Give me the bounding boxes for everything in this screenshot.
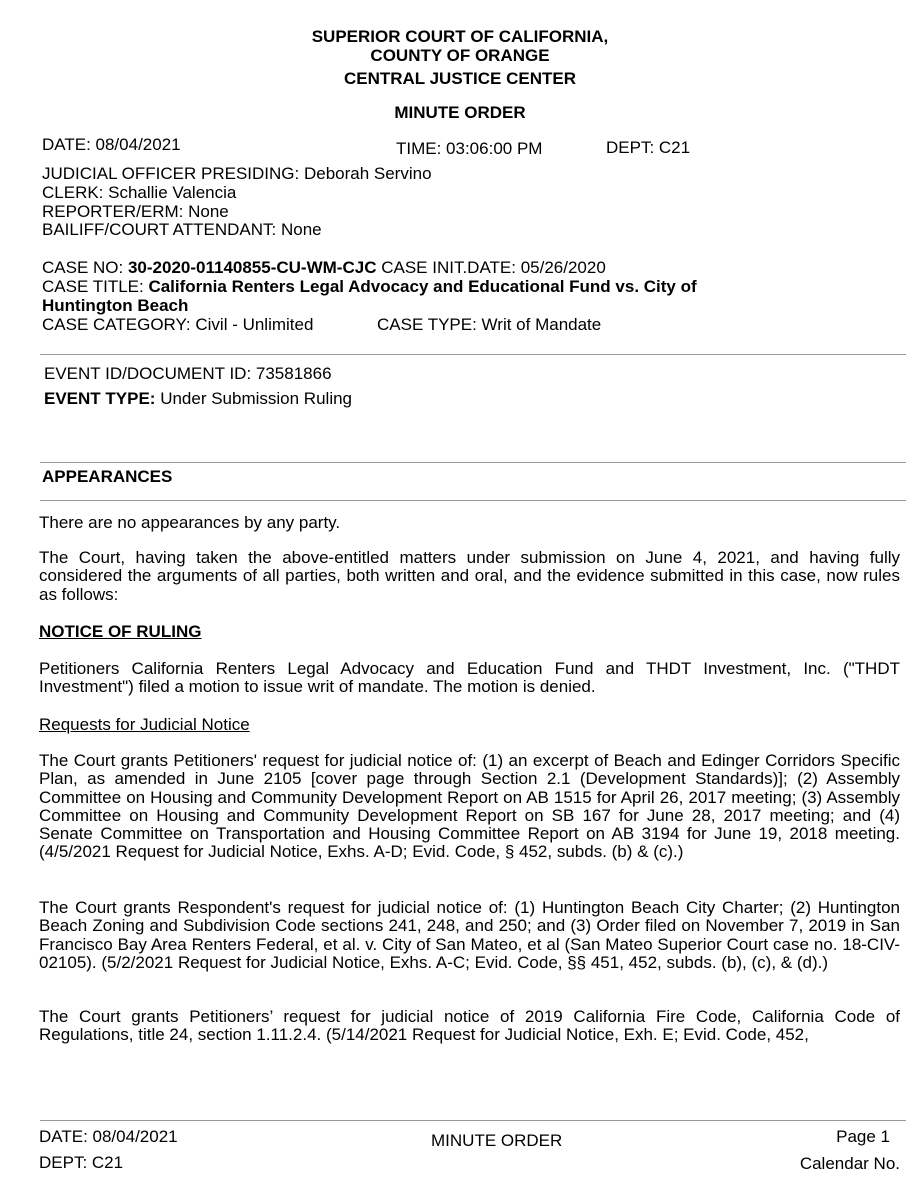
order-dept: DEPT: C21 (606, 138, 691, 157)
footer-date: DATE: 08/04/2021 (39, 1127, 178, 1146)
case-type: CASE TYPE: Writ of Mandate (377, 315, 602, 334)
intro-paragraph: The Court, having taken the above-entitled matters under submission on June 4, 2021, and having fully considered the arguments of all parties, both written and oral, and the evidence submitted in this case, now rules as follows: (39, 548, 900, 604)
document-title: MINUTE ORDER (394, 103, 526, 122)
case-title-line (42, 277, 697, 296)
event-type-label: EVENT TYPE: (44, 389, 156, 408)
clerk: CLERK: Schallie Valencia (42, 183, 237, 202)
justice-center: CENTRAL JUSTICE CENTER (343, 69, 577, 88)
appearances-heading: APPEARANCES (42, 467, 173, 486)
notice-heading: NOTICE OF RULING (39, 622, 202, 641)
divider (40, 462, 906, 463)
order-date: DATE: 08/04/2021 (42, 135, 181, 154)
footer-dept: DEPT: C21 (39, 1153, 124, 1172)
event-type-line (44, 389, 352, 408)
case-title-label: CASE TITLE: (42, 277, 149, 296)
case-title: California Renters Legal Advocacy and Educational Fund vs. City of (148, 277, 697, 296)
case-category: CASE CATEGORY: Civil - Unlimited (42, 315, 314, 334)
rjn-heading: Requests for Judicial Notice (39, 715, 250, 734)
case-title-cont: Huntington Beach (42, 296, 189, 315)
order-time: TIME: 03:06:00 PM (396, 139, 543, 158)
case-init-date: CASE INIT.DATE: 05/26/2020 (376, 258, 606, 277)
case-number-line (42, 258, 606, 277)
petition-paragraph: Petitioners California Renters Legal Advocacy and Education Fund and THDT Investment, Inc. ("THDT Investment") filed a motion to issue writ of mandate. The motion is denied. (39, 659, 900, 697)
divider (40, 354, 906, 355)
court-name: SUPERIOR COURT OF CALIFORNIA, (311, 27, 609, 46)
judicial-officer: JUDICIAL OFFICER PRESIDING: Deborah Servino (42, 164, 432, 183)
no-appearances: There are no appearances by any party. (39, 513, 341, 532)
footer-divider (40, 1120, 906, 1121)
case-number-label: CASE NO: (42, 258, 128, 277)
bailiff: BAILIFF/COURT ATTENDANT: None (42, 220, 322, 239)
rjn-paragraph-3: The Court grants Petitioners’ request for judicial notice of 2019 California Fire Code, California Code of Regulations, title 24, section 1.11.2.4. (5/14/2021 Request for Judicial Notice, Exh. E; Evid. Code, 452, (39, 1007, 900, 1045)
reporter: REPORTER/ERM: None (42, 202, 229, 221)
page-number: Page 1 (836, 1127, 890, 1146)
event-id: EVENT ID/DOCUMENT ID: 73581866 (44, 364, 332, 383)
footer-title: MINUTE ORDER (431, 1131, 563, 1150)
rjn-paragraph-2: The Court grants Respondent's request for judicial notice of: (1) Huntington Beach City Charter; (2) Huntington Beach Zoning and Subdivision Code sections 241, 248, and 250; and (3) Order filed on November 7, 2019 in San Francisco Bay Area Renters Federal, et al. v. City of San Mateo, et al (San Mateo Superior Court case no. 18-CIV-02105). (5/2/2021 Request for Judicial Notice, Exhs. A-C; Evid. Code, §§ 451, 452, subds. (b), (c), & (d).) (39, 898, 900, 972)
case-number: 30-2020-01140855-CU-WM-CJC (127, 258, 377, 277)
event-type: Under Submission Ruling (155, 389, 353, 408)
divider (40, 500, 906, 501)
calendar-number: Calendar No. (799, 1154, 900, 1173)
rjn-paragraph-1: The Court grants Petitioners' request for judicial notice of: (1) an excerpt of Beach and Edinger Corridors Specific Plan, as amended in June 2105 [cover page through Section 2.1 (Development Standards)]; (2) Assembly Committee on Housing and Community Development Report on AB 1515 for April 26, 2017 meeting; (3) Assembly Committee on Housing and Community Development Report on SB 167 for June 28, 2017 meeting; and (4) Senate Committee on Transportation and Housing Committee Report on AB 3194 for June 19, 2018 meeting. (4/5/2021 Request for Judicial Notice, Exhs. A-D; Evid. Code, § 452, subds. (b) & (c).) (39, 751, 900, 862)
county-name: COUNTY OF ORANGE (370, 46, 550, 65)
